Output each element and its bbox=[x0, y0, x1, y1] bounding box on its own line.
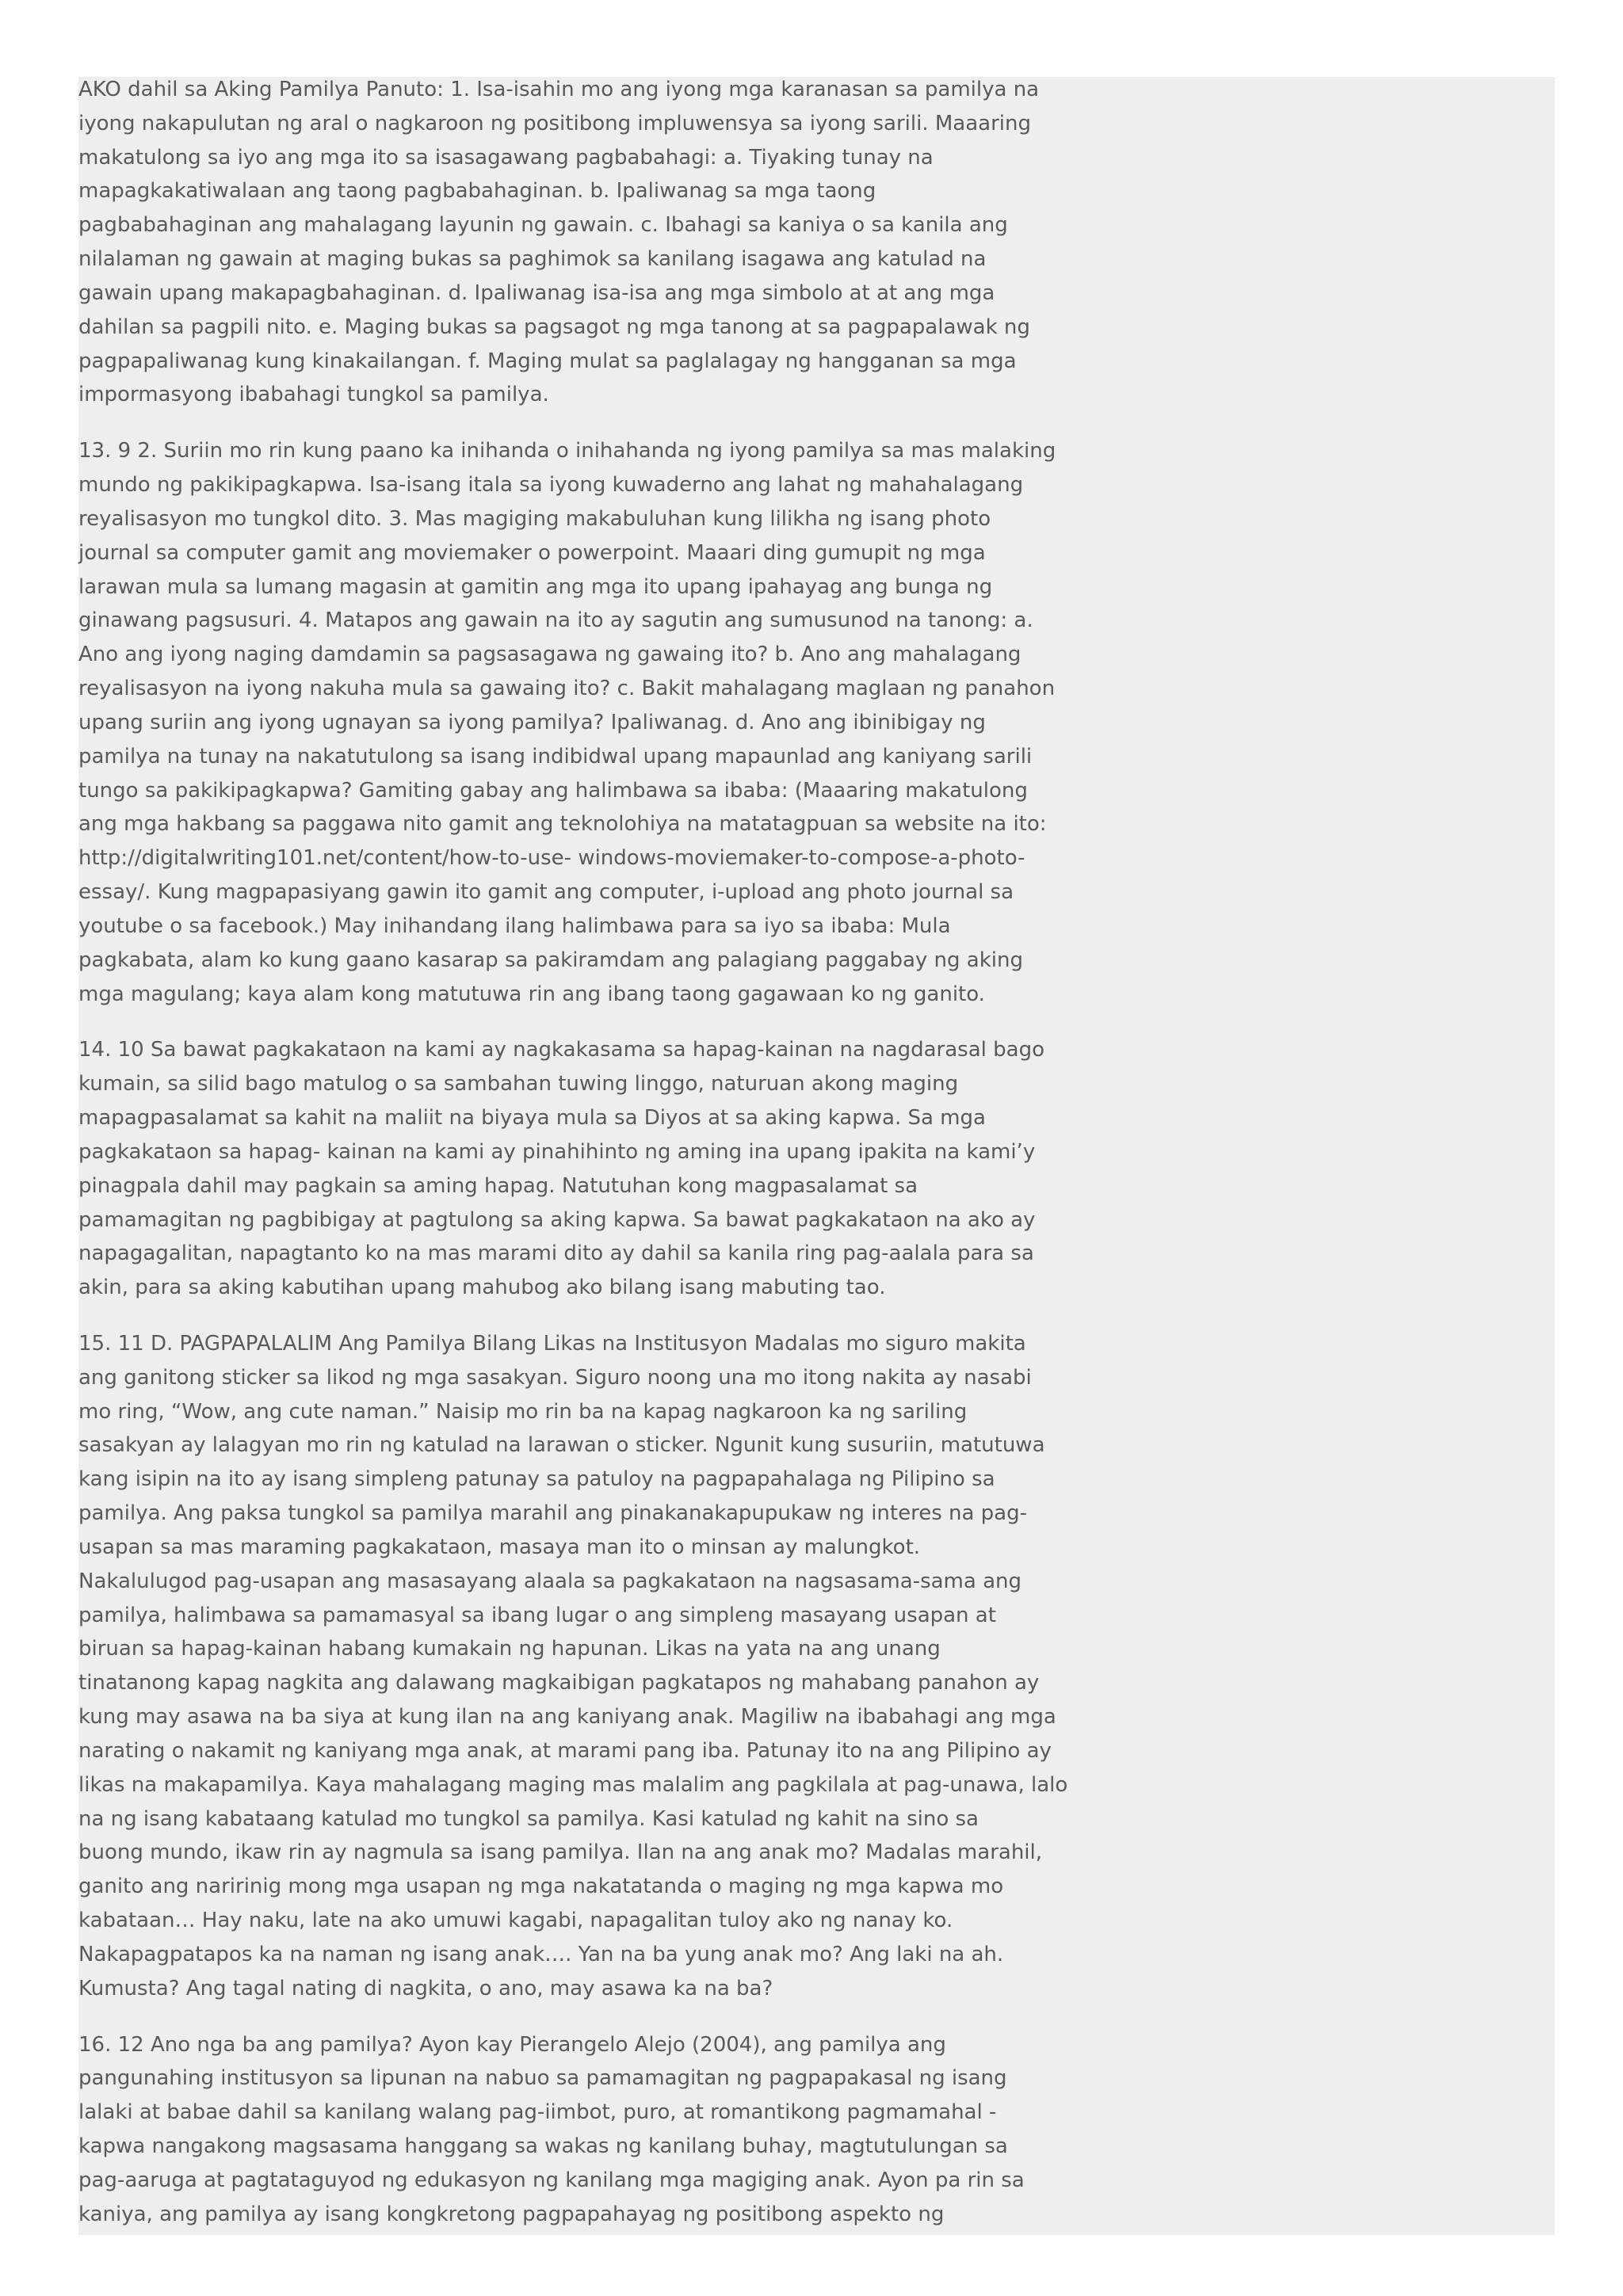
paragraph bbox=[78, 434, 1552, 1011]
text-line: impormasyong ibabahagi tungkol sa pamilya. bbox=[78, 383, 549, 407]
text-line: pamilya na tunay na nakatutulong sa isang indibidwal upang mapaunlad ang kaniyang sarili bbox=[78, 744, 1033, 769]
text-line: dahilan sa pagpili nito. e. Maging bukas sa pagsagot ng mga tanong at sa pagpapalawak ng bbox=[78, 315, 1030, 339]
text-line: kaniya, ang pamilya ay isang kongkretong pagpapahayag ng positibong aspekto ng bbox=[78, 2202, 945, 2226]
text-line: Nakapagpatapos ka na naman ng isang anak…. Yan na ba yung anak mo? Ang laki na ah. bbox=[78, 1942, 1004, 1966]
text-line: 13. 9 2. Suriin mo rin kung paano ka inihanda o inihahanda ng iyong pamilya sa mas malaking bbox=[78, 439, 1056, 463]
text-line: kabataan… Hay naku, late na ako umuwi kagabi, napagalitan tuloy ako ng nanay ko. bbox=[78, 1909, 953, 1933]
text-line: akin, para sa aking kabutihan upang mahubog ako bilang isang mabuting tao. bbox=[78, 1276, 886, 1300]
text-line: larawan mula sa lumang magasin at gamitin ang mga ito upang ipahayag ang bunga ng bbox=[78, 574, 993, 599]
text-line: pamilya, halimbawa sa pamamasyal sa ibang lugar o ang simpleng masayang usapan at bbox=[78, 1603, 996, 1627]
text-line: youtube o sa facebook.) May inihandang ilang halimbawa para sa iyo sa ibaba: Mula bbox=[78, 913, 951, 938]
text-line: reyalisasyon mo tungkol dito. 3. Mas magiging makabuluhan kung lilikha ng isang photo bbox=[78, 506, 991, 531]
text-line: buong mundo, ikaw rin ay nagmula sa isang pamilya. Ilan na ang anak mo? Madalas marahil, bbox=[78, 1840, 1043, 1865]
text-line: mo ring, “Wow, ang cute naman.” Naisip mo rin ba na kapag nagkaroon ka ng sariling bbox=[78, 1399, 968, 1424]
text-line: ang mga hakbang sa paggawa nito gamit ang teknolohiya na matatagpuan sa website na ito: bbox=[78, 812, 1047, 837]
text-line: ginawang pagsusuri. 4. Matapos ang gawain na ito ay sagutin ang sumusunod na tanong: a. bbox=[78, 608, 1033, 633]
text-line: mundo ng pakikipagkapwa. Isa-isang itala sa iyong kuwaderno ang lahat ng mahahalagang bbox=[78, 473, 1024, 498]
text-line: Ano ang iyong naging damdamin sa pagsasagawa ng gawaing ito? b. Ano ang mahalagang bbox=[78, 643, 1022, 667]
text-line: Nakalulugod pag-usapan ang masasayang alaala sa pagkakataon na nagsasama-sama ang bbox=[78, 1569, 1022, 1593]
text-line: tinatanong kapag nagkita ang dalawang magkaibigan pagkatapos ng mahabang panahon ay bbox=[78, 1671, 1040, 1695]
text-line: kang isipin na ito ay isang simpleng patunay sa patuloy na pagpapahalaga ng Pilipino sa bbox=[78, 1467, 995, 1492]
text-line: pagbabahaginan ang mahalagang layunin ng gawain. c. Ibahagi sa kaniya o sa kanila ang bbox=[78, 213, 1008, 238]
text-line: kumain, sa silid bago matulog o sa sambahan tuwing linggo, naturuan akong maging bbox=[78, 1072, 959, 1097]
paragraph bbox=[78, 1327, 1552, 2006]
text-line: mapagpasalamat sa kahit na maliit na biyaya mula sa Diyos at sa aking kapwa. Sa mga bbox=[78, 1106, 986, 1131]
text-line: napagagalitan, napagtanto ko na mas marami dito ay dahil sa kanila ring pag-aalala para sa bbox=[78, 1241, 1034, 1266]
text-line: essay/. Kung magpapasiyang gawin ito gamit ang computer, i-upload ang photo journal sa bbox=[78, 880, 1014, 905]
text-line: 14. 10 Sa bawat pagkakataon na kami ay nagkakasama sa hapag-kainan na nagdarasal bago bbox=[78, 1038, 1044, 1062]
text-line: narating o nakamit ng kaniyang mga anak, at marami pang iba. Patunay ito na ang Pilipino ay bbox=[78, 1738, 1052, 1763]
text-line: ganito ang naririnig mong mga usapan ng mga nakatatanda o maging ng mga kapwa mo bbox=[78, 1875, 1004, 1899]
text-line: upang suriin ang iyong ugnayan sa iyong pamilya? Ipaliwanag. d. Ano ang ibinibigay ng bbox=[78, 710, 986, 734]
text-line: iyong nakapulutan ng aral o nagkaroon ng positibong impluwensya sa iyong sarili. Maaaring bbox=[78, 111, 1031, 135]
text-line: 15. 11 D. PAGPAPALALIM Ang Pamilya Bilang Likas na Institusyon Madalas mo siguro makita bbox=[78, 1331, 1026, 1356]
text-line: mapagkakatiwalaan ang taong pagbabahaginan. b. Ipaliwanag sa mga taong bbox=[78, 179, 876, 204]
text-line: kapwa nangakong magsasama hanggang sa wakas ng kanilang buhay, magtutulungan sa bbox=[78, 2134, 1008, 2159]
text-line: likas na makapamilya. Kaya mahalagang maging mas malalim ang pagkilala at pag-unawa, lalo bbox=[78, 1772, 1068, 1797]
text-line: Kumusta? Ang tagal nating di nagkita, o ano, may asawa ka na ba? bbox=[78, 1976, 773, 2000]
text-line: pagkabata, alam ko kung gaano kasarap sa pakiramdam ang palagiang paggabay ng aking bbox=[78, 948, 1023, 972]
text-line: pagpapaliwanag kung kinakailangan. f. Maging mulat sa paglalagay ng hangganan sa mga bbox=[78, 349, 1017, 373]
text-line: journal sa computer gamit ang moviemaker o powerpoint. Maaari ding gumupit ng mga bbox=[78, 540, 986, 565]
text-line: kung may asawa na ba siya at kung ilan na ang kaniyang anak. Magiliw na ibabahagi ang mga bbox=[78, 1705, 1056, 1730]
text-line: pamilya. Ang paksa tungkol sa pamilya marahil ang pinakanakapupukaw ng interes na pag- bbox=[78, 1501, 1028, 1526]
text-line: mga magulang; kaya alam kong matutuwa rin ang ibang taong gagawaan ko ng ganito. bbox=[78, 982, 985, 1006]
text-line: AKO dahil sa Aking Pamilya Panuto: 1. Isa-isahin mo ang iyong mga karanasan sa pamilya na bbox=[78, 78, 1040, 101]
text-line: pamamagitan ng pagbibigay at pagtulong sa aking kapwa. Sa bawat pagkakataon na ako ay bbox=[78, 1207, 1036, 1232]
text-line: sasakyan ay lalagyan mo rin ng katulad na larawan o sticker. Ngunit kung susuriin, matutuwa bbox=[78, 1433, 1045, 1458]
text-line: gawain upang makapagbahaginan. d. Ipaliwanag isa-isa ang mga simbolo at at ang mga bbox=[78, 280, 995, 305]
paragraph bbox=[78, 73, 1552, 412]
text-line: pagkakataon sa hapag- kainan na kami ay pinahihinto ng aming ina upang ipakita na kami’y bbox=[78, 1139, 1036, 1164]
text-line: biruan sa hapag-kainan habang kumakain ng hapunan. Likas na yata na ang unang bbox=[78, 1637, 941, 1661]
text-line: pag-aaruga at pagtataguyod ng edukasyon ng kanilang mga magiging anak. Ayon pa rin sa bbox=[78, 2168, 1025, 2192]
paragraph bbox=[78, 2028, 1552, 2232]
text-line: 16. 12 Ano nga ba ang pamilya? Ayon kay Pierangelo Alejo (2004), ang pamilya ang bbox=[78, 2032, 946, 2057]
text-line: http://digitalwriting101.net/content/how-to-use- windows-moviemaker-to-compose-a-photo- bbox=[78, 846, 1025, 871]
text-line: lalaki at babae dahil sa kanilang walang pag-iimbot, puro, at romantikong pagmamahal - bbox=[78, 2100, 997, 2125]
text-line: ang ganitong sticker sa likod ng mga sasakyan. Siguro noong una mo itong nakita ay nasabi bbox=[78, 1365, 1032, 1390]
paragraph bbox=[78, 1033, 1552, 1305]
text-line: usapan sa mas maraming pagkakataon, masaya man ito o minsan ay malungkot. bbox=[78, 1535, 921, 1559]
text-line: nilalaman ng gawain at maging bukas sa paghimok sa kanilang isagawa ang katulad na bbox=[78, 247, 987, 272]
text-line: tungo sa pakikipagkapwa? Gamiting gabay ang halimbawa sa ibaba: (Maaaring makatulong bbox=[78, 778, 1028, 803]
text-line: pangunahing institusyon sa lipunan na nabuo sa pamamagitan ng pagpapakasal ng isang bbox=[78, 2066, 1007, 2091]
text-line: na ng isang kabataang katulad mo tungkol sa pamilya. Kasi katulad ng kahit na sino sa bbox=[78, 1806, 979, 1831]
text-line: makatulong sa iyo ang mga ito sa isasagawang pagbabahagi: a. Tiyaking tunay na bbox=[78, 145, 934, 170]
document-body bbox=[78, 73, 1552, 2232]
text-line: reyalisasyon na iyong nakuha mula sa gawaing ito? c. Bakit mahalagang maglaan ng panahon bbox=[78, 677, 1056, 701]
text-line: pinagpala dahil may pagkain sa aming hapag. Natutuhan kong magpasalamat sa bbox=[78, 1173, 918, 1198]
